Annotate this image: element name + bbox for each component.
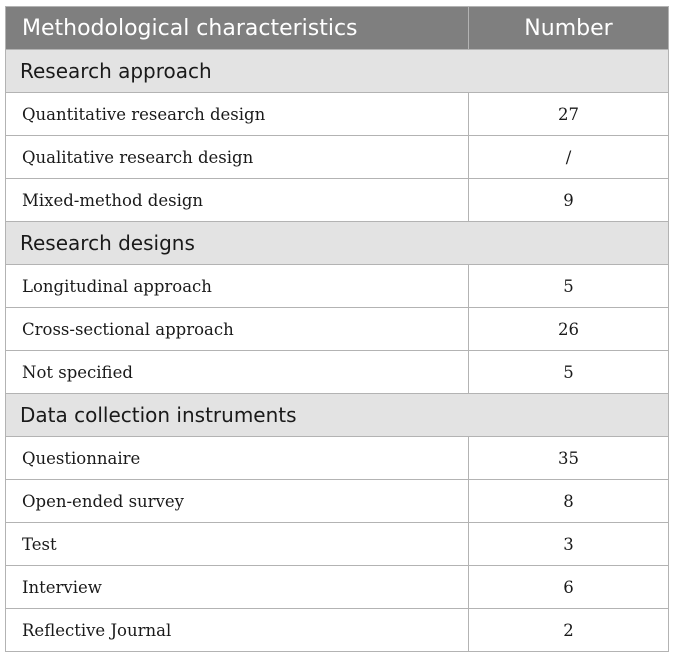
row-value: 6 [469, 566, 669, 609]
row-value: / [469, 136, 669, 179]
table-row [6, 480, 669, 523]
methodology-table [5, 6, 669, 652]
row-value: 2 [469, 609, 669, 652]
row-label: Test [6, 523, 469, 566]
row-value: 5 [469, 265, 669, 308]
row-label: Open-ended survey [6, 480, 469, 523]
row-label: Not specified [6, 351, 469, 394]
table-row [6, 179, 669, 222]
table-row [6, 93, 669, 136]
row-label: Mixed-method design [6, 179, 469, 222]
row-label: Reflective Journal [6, 609, 469, 652]
section-row-research-approach [6, 50, 669, 93]
row-label: Interview [6, 566, 469, 609]
table-row [6, 136, 669, 179]
row-label: Questionnaire [6, 437, 469, 480]
row-value: 9 [469, 179, 669, 222]
table-row [6, 308, 669, 351]
row-label: Longitudinal approach [6, 265, 469, 308]
section-title: Research designs [6, 222, 669, 265]
table-row [6, 437, 669, 480]
row-value: 26 [469, 308, 669, 351]
table-row [6, 265, 669, 308]
section-title: Data collection instruments [6, 394, 669, 437]
row-value: 8 [469, 480, 669, 523]
section-row-data-collection [6, 394, 669, 437]
row-value: 35 [469, 437, 669, 480]
table-row [6, 609, 669, 652]
row-label: Qualitative research design [6, 136, 469, 179]
table-header-row [6, 7, 669, 50]
row-value: 5 [469, 351, 669, 394]
section-title: Research approach [6, 50, 669, 93]
table-row [6, 351, 669, 394]
row-value: 3 [469, 523, 669, 566]
table-row [6, 566, 669, 609]
row-label: Quantitative research design [6, 93, 469, 136]
row-label: Cross-sectional approach [6, 308, 469, 351]
row-value: 27 [469, 93, 669, 136]
section-row-research-designs [6, 222, 669, 265]
table-row [6, 523, 669, 566]
header-characteristics: Methodological characteristics [6, 7, 469, 50]
header-number: Number [469, 7, 669, 50]
